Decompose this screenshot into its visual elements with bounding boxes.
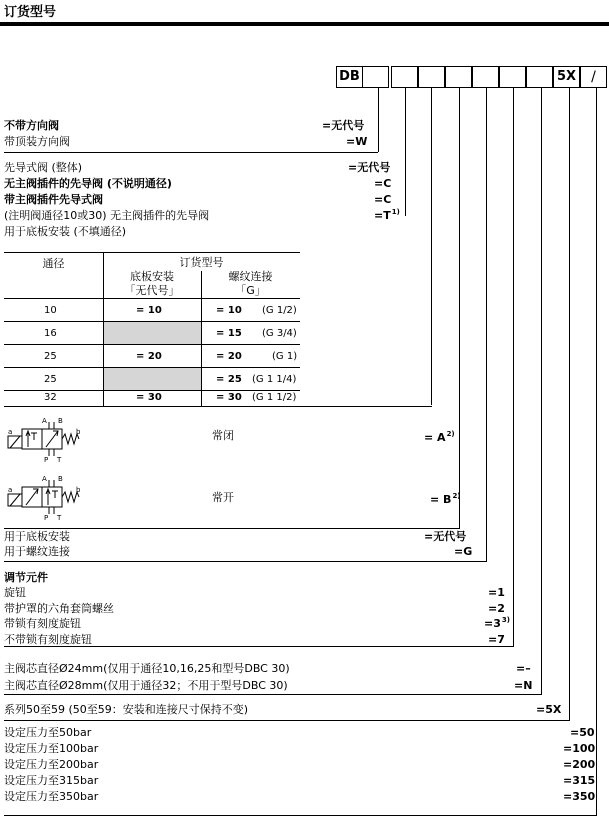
separator (4, 406, 432, 407)
type-label-3: 带主阀插件先导式阀 (4, 193, 103, 206)
cartridge-label-2: 主阀芯直径Ø28mm(仅用于通径32；不用于型号DBC 30) (4, 679, 288, 692)
connection-label-2: 用于螺纹连接 (4, 545, 70, 558)
table-row-size: 16 (44, 328, 57, 339)
adjustment-code-1: =1 (488, 586, 505, 599)
type-label-1: 先导式阀 (整体) (4, 161, 83, 174)
type-label-5: 用于底板安装 (不填通径) (4, 225, 127, 238)
code-box-10: / (580, 66, 607, 88)
table-row-thread-g: (G 1) (272, 351, 298, 362)
table-row-thread-g: (G 1 1/4) (252, 374, 297, 385)
code-box-9: 5X (553, 66, 580, 88)
adjustment-label-1: 旋钮 (4, 586, 26, 599)
col-subplate-note: 「无代号」 (124, 284, 180, 297)
pressure-label-1: 设定压力至50bar (4, 726, 92, 739)
table-row-thread-g: (G 1/2) (262, 305, 297, 316)
port-T-label: T (57, 514, 62, 522)
table-row-size: 10 (44, 305, 57, 316)
pressure-code-2: =100 (563, 742, 596, 755)
pressure-code-5: =350 (563, 790, 596, 803)
pressure-code-1: =50 (570, 726, 595, 739)
port-T-label: T (57, 456, 62, 464)
pilot-code-1: =无代号 (322, 119, 365, 132)
pressure-label-2: 设定压力至100bar (4, 742, 99, 755)
table-row-thread-g: (G 3/4) (262, 328, 297, 339)
port-a-label: a (8, 486, 13, 494)
shaded-cell (104, 368, 201, 390)
table-row-subplate: = 30 (136, 392, 162, 403)
code-box-2 (362, 66, 389, 88)
port-P-label: P (44, 456, 49, 464)
type-code-4: $=T^{1)}$ (374, 208, 400, 222)
separator (4, 152, 378, 153)
port-a-label: a (8, 428, 13, 436)
table-row-subplate: = 20 (136, 351, 162, 362)
adjustment-code-4: =7 (488, 633, 505, 646)
code-box-5 (445, 66, 472, 88)
type-code-3: =C (374, 193, 392, 206)
table-row-thread: = 30 (216, 392, 242, 403)
pressure-label-3: 设定压力至200bar (4, 758, 99, 771)
pressure-code-3: =200 (563, 758, 596, 771)
type-code-2: =C (374, 177, 392, 190)
separator (4, 646, 514, 647)
code-box-3 (391, 66, 418, 88)
code-box-7 (499, 66, 526, 88)
cartridge-code-1: =– (516, 662, 531, 675)
cartridge-label-1: 主阀芯直径Ø24mm(仅用于通径10,16,25和型号DBC 30) (4, 662, 290, 675)
port-b-label: b (76, 486, 81, 494)
table-row-subplate: = 10 (136, 305, 162, 316)
symbol-label-2: 常开 (212, 491, 234, 504)
pressure-label-4: 设定压力至315bar (4, 774, 99, 787)
adjustment-code-3: $=3^{3)}$ (484, 616, 510, 630)
series-code: =5X (536, 703, 562, 716)
adjustment-label-3: 带锁有刻度旋钮 (4, 617, 81, 630)
page-title: 订货型号 (4, 5, 57, 20)
adjustment-code-2: =2 (488, 602, 505, 615)
code-box-4 (418, 66, 445, 88)
code-box-6 (472, 66, 499, 88)
connection-code-2: =G (454, 545, 473, 558)
separator (4, 694, 542, 695)
pilot-label-2: 带顶装方向阀 (4, 135, 70, 148)
symbol-code-2: = $B^{2)}$ (430, 492, 461, 506)
type-label-2: 无主阀插件的先导阀 (不说明通径) (4, 177, 172, 190)
connection-label-1: 用于底板安装 (4, 530, 70, 543)
adjustment-label-4: 不带锁有刻度旋钮 (4, 633, 92, 646)
code-box-8 (526, 66, 553, 88)
cartridge-code-2: =N (514, 679, 533, 692)
normally-open-symbol (4, 472, 94, 522)
table-row-size: 25 (44, 374, 57, 385)
port-A-label: A (42, 417, 47, 425)
port-B-label: B (58, 475, 63, 483)
series-label: 系列50至59 (50至59：安装和连接尺寸保持不变) (4, 703, 249, 716)
code-box-1: DB (336, 66, 363, 88)
adjustment-heading: 调节元件 (4, 571, 48, 584)
col-thread: 螺纹连接 (228, 270, 273, 283)
header-rule (0, 22, 609, 26)
symbol-code-1: = $A^{2)}$ (424, 430, 455, 444)
normally-closed-symbol (4, 414, 94, 464)
col-size: 通径 (42, 257, 65, 270)
pressure-label-5: 设定压力至350bar (4, 790, 99, 803)
port-A-label: A (42, 475, 47, 483)
pilot-code-2: =W (346, 135, 368, 148)
port-b-label: b (76, 428, 81, 436)
table-row-thread: = 20 (216, 351, 242, 362)
separator (4, 528, 460, 529)
table-row-size: 25 (44, 351, 57, 362)
pressure-code-4: =315 (563, 774, 596, 787)
connection-code-1: =无代号 (424, 530, 467, 543)
port-B-label: B (58, 417, 63, 425)
col-order: 订货型号 (179, 256, 224, 269)
table-row-thread: = 10 (216, 305, 242, 316)
type-label-4: (注明阀通径10或30) 无主阀插件的先导阀 (4, 209, 210, 222)
table-row-size: 32 (44, 392, 57, 403)
shaded-cell (104, 322, 201, 344)
table-row-thread-g: (G 1 1/2) (252, 392, 297, 403)
separator (4, 720, 570, 721)
symbol-label-1: 常闭 (212, 429, 234, 442)
col-subplate: 底板安装 (130, 270, 174, 283)
col-thread-note: 「G」 (235, 284, 266, 297)
type-code-1: =无代号 (348, 161, 391, 174)
separator (4, 815, 597, 816)
pilot-label-1: 不带方向阀 (4, 119, 59, 132)
table-row-thread: = 15 (216, 328, 242, 339)
adjustment-label-2: 带护罩的六角套筒螺丝 (4, 602, 114, 615)
separator (4, 561, 487, 562)
port-P-label: P (44, 514, 49, 522)
table-row-thread: = 25 (216, 374, 242, 385)
